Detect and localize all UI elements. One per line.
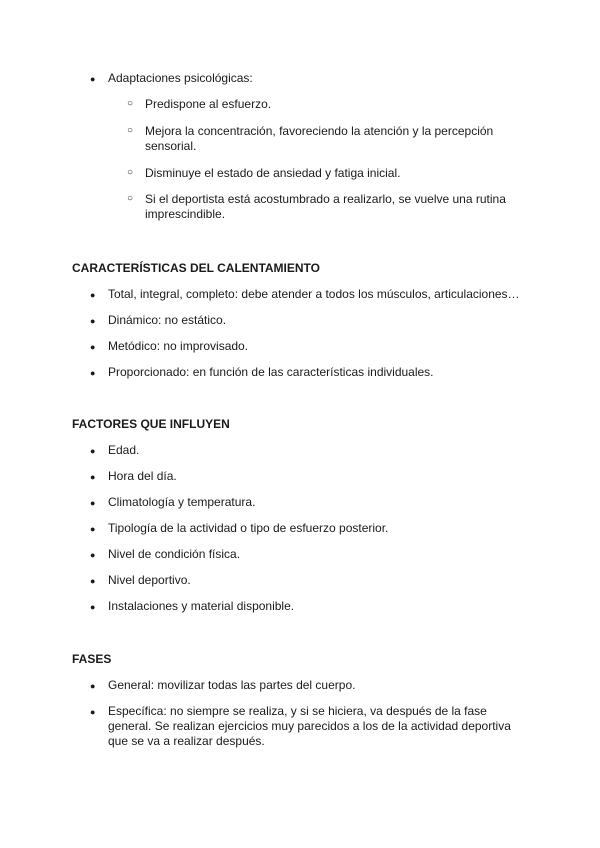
sub-bullet-circle: ○ (127, 167, 134, 178)
bullet-dot: ● (90, 576, 96, 586)
bullet-dot: ● (90, 681, 96, 691)
bullet-dot: ● (90, 446, 96, 456)
psych-item-4-line-2: imprescindible. (145, 207, 226, 221)
factores-item-5: Nivel de condición física. (108, 547, 241, 561)
bullet-dot: ● (90, 602, 96, 612)
bullet-dot: ● (90, 342, 96, 352)
fases-item-1: General: movilizar todas las partes del cuerpo. (108, 678, 356, 692)
caracteristicas-item-2: Dinámico: no estático. (108, 313, 227, 327)
fases-item-2-line-1: Específica: no siempre se realiza, y si se hiciera, va después de la fase (108, 704, 487, 718)
factores-item-6: Nivel deportivo. (108, 573, 191, 587)
bullet-dot: ● (90, 368, 96, 378)
fases-item-2-line-2: general. Se realizan ejercicios muy parecidos a los de la actividad deportiva (108, 719, 511, 733)
caracteristicas-item-4: Proporcionado: en función de las características individuales. (108, 365, 434, 379)
psych-item-3: Disminuye el estado de ansiedad y fatiga inicial. (145, 166, 401, 180)
factores-item-2: Hora del día. (108, 469, 177, 483)
bullet-dot: ● (90, 290, 96, 300)
factores-item-3: Climatología y temperatura. (108, 495, 256, 509)
psych-item-2-line-2: sensorial. (145, 139, 197, 153)
factores-item-1: Edad. (108, 443, 140, 457)
sub-bullet-circle: ○ (127, 125, 134, 136)
sub-bullet-circle: ○ (127, 193, 134, 204)
factores-heading: FACTORES QUE INFLUYEN (72, 417, 230, 431)
bullet-dot: ● (90, 74, 96, 84)
bullet-dot: ● (90, 498, 96, 508)
bullet-dot: ● (90, 524, 96, 534)
psych-item-1: Predispone al esfuerzo. (145, 97, 272, 111)
fases-item-2-line-3: que se va a realizar después. (108, 734, 265, 748)
psych-item-2-line-1: Mejora la concentración, favoreciendo la atención y la percepción (145, 124, 494, 138)
sub-bullet-circle: ○ (127, 98, 134, 109)
factores-item-7: Instalaciones y material disponible. (108, 599, 295, 613)
bullet-dot: ● (90, 550, 96, 560)
fases-heading: FASES (72, 652, 112, 666)
bullet-dot: ● (90, 472, 96, 482)
caracteristicas-heading: CARACTERÍSTICAS DEL CALENTAMIENTO (72, 261, 321, 275)
bullet-dot: ● (90, 707, 96, 717)
caracteristicas-item-3: Metódico: no improvisado. (108, 339, 249, 353)
factores-item-4: Tipología de la actividad o tipo de esfuerzo posterior. (108, 521, 389, 535)
psych-label: Adaptaciones psicológicas: (108, 71, 253, 85)
bullet-dot: ● (90, 316, 96, 326)
psych-item-4-line-1: Si el deportista está acostumbrado a realizarlo, se vuelve una rutina (145, 192, 506, 206)
caracteristicas-item-1: Total, integral, completo: debe atender a todos los músculos, articulaciones… (108, 287, 520, 301)
